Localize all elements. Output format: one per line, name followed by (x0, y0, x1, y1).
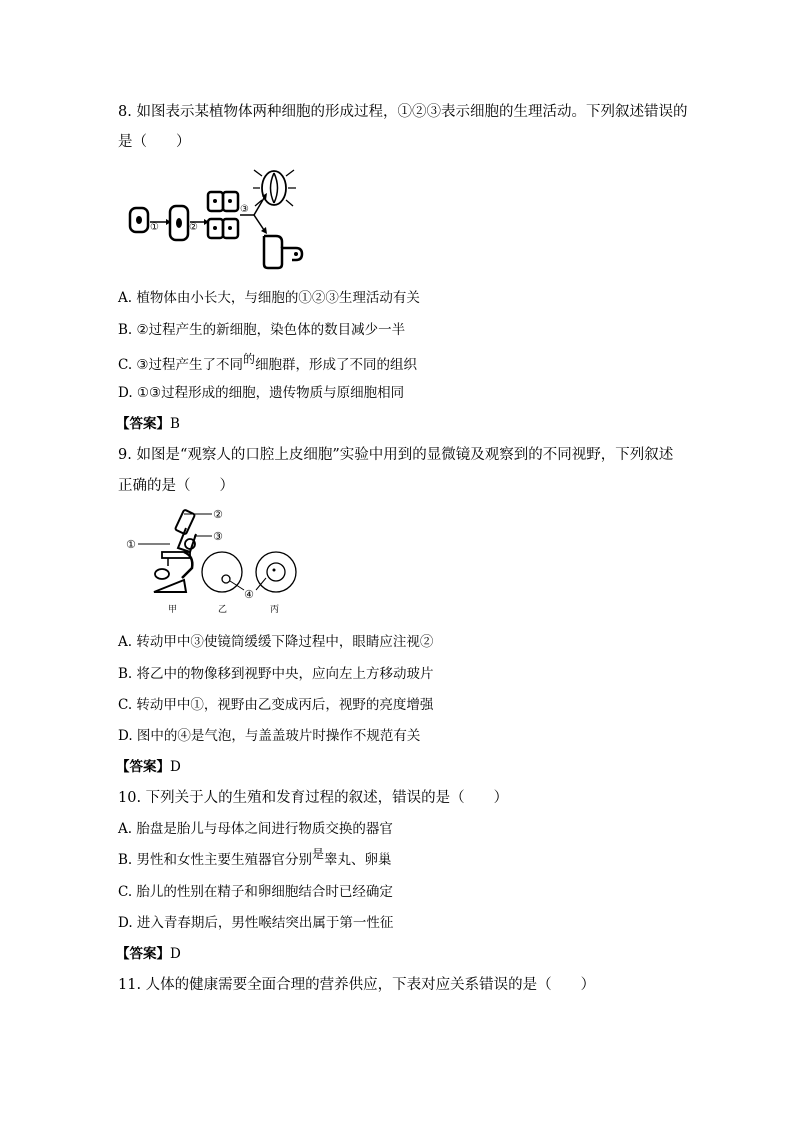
q9-answer (116, 757, 181, 777)
q8-option-d: D. ①③过程形成的细胞，遗传物质与原细胞相同 (118, 385, 405, 401)
q8-option-c-head: C. ③过程产生了不同 (118, 357, 244, 373)
q10-option-b (118, 847, 392, 870)
q10-answer-label: 【答案】 (116, 946, 170, 962)
q8-answer-label: 【答案】 (116, 416, 170, 432)
q10-answer (116, 944, 181, 964)
q10-stem: 10. 下列关于人的生殖和发育过程的叙述，错误的是（ ） (118, 790, 509, 806)
q8-option-c-tail: 细胞群，形成了不同的组织 (255, 357, 418, 373)
q9-option-d: D. 图中的④是气泡，与盖盖玻片时操作不规范有关 (118, 728, 421, 744)
q8-option-b: B. ②过程产生的新细胞，染色体的数目减少一半 (118, 322, 406, 338)
q10-option-a: A. 胎盘是胎儿与母体之间进行物质交换的器官 (118, 821, 393, 837)
q9-option-b: B. 将乙中的物像移到视野中央，应向左上方移动玻片 (118, 666, 434, 682)
q9-microscope-figure (124, 506, 304, 618)
q9-label-1: ① (126, 538, 136, 551)
q8-answer-value: B (170, 416, 180, 432)
q10-option-b-head: B. 男性和女性主要生殖器官分别 (118, 852, 313, 868)
q8-option-c-super: 的 (243, 352, 256, 366)
q8-label-2: ② (189, 222, 198, 233)
q9-option-a: A. 转动甲中③使镜筒缓缓下降过程中，眼睛应注视② (118, 634, 434, 650)
q10-option-b-super: 是 (312, 847, 325, 861)
q8-answer (116, 414, 180, 434)
q11-stem: 11. 人体的健康需要全面合理的营养供应，下表对应关系错误的是（ ） (118, 977, 596, 993)
q10-answer-value: D (170, 946, 181, 962)
q9-label-4: ④ (244, 588, 254, 601)
q9-option-c: C. 转动甲中①，视野由乙变成丙后，视野的亮度增强 (118, 697, 434, 713)
q10-option-b-tail: 睾丸、卵巢 (324, 852, 392, 868)
q9-answer-value: D (170, 759, 181, 775)
q8-label-3: ③ (240, 204, 249, 215)
q9-label-3: ③ (213, 530, 223, 543)
q9-label-2: ② (213, 508, 223, 521)
q9-caption-yi: 乙 (218, 605, 228, 614)
q10-option-c: C. 胎儿的性别在精子和卵细胞结合时已经确定 (118, 884, 393, 900)
q9-caption-bing: 丙 (270, 605, 280, 614)
q9-stem-line1: 9. 如图是“观察人的口腔上皮细胞”实验中用到的显微镜及观察到的不同视野，下列叙述 (118, 447, 674, 463)
q9-stem-line2: 正确的是（ ） (118, 478, 234, 494)
q9-answer-label: 【答案】 (116, 759, 170, 775)
q8-option-a: A. 植物体由小长大，与细胞的①②③生理活动有关 (118, 290, 420, 306)
q8-label-1: ① (150, 222, 159, 233)
q10-option-d: D. 进入青春期后，男性喉结突出属于第一性征 (118, 915, 394, 931)
q8-stem-line2: 是（ ） (118, 134, 191, 150)
q8-cell-figure (126, 168, 326, 276)
q8-option-c (118, 352, 418, 375)
q8-stem-line1: 8. 如图表示某植物体两种细胞的形成过程，①②③表示细胞的生理活动。下列叙述错误的 (118, 104, 688, 120)
q9-caption-jia: 甲 (168, 605, 178, 614)
